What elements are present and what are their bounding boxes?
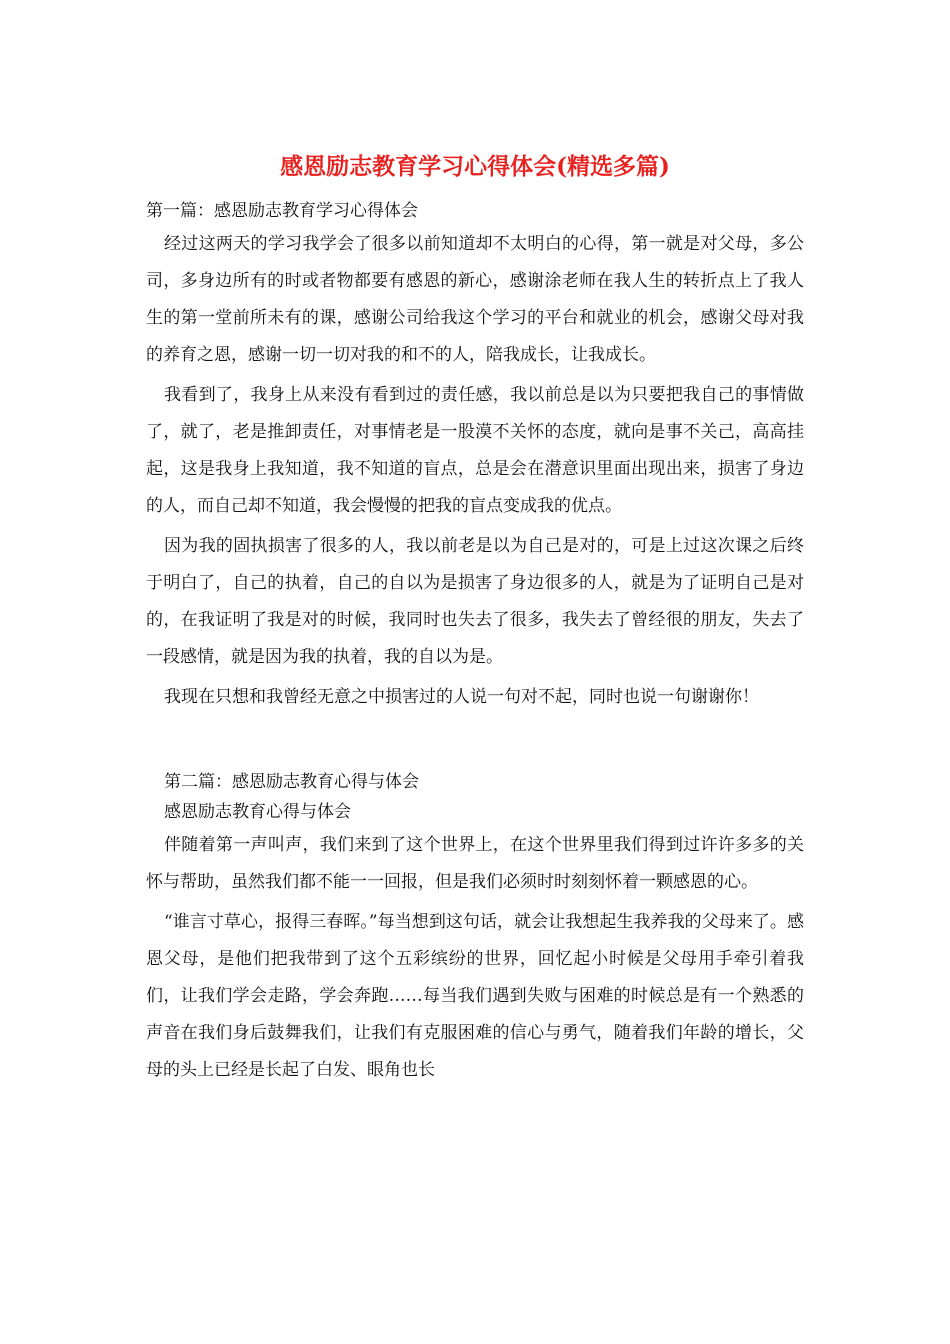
part-two-paragraph-2: “谁言寸草心，报得三春晖。”每当想到这句话，就会让我想起生我养我的父母来了。感恩父母，是他们把我带到了这个五彩缤纷的世界，回忆起小时候是父母用手牵引着我们，让我们学会走路，学会奔跑……每当我们遇到失败与困难的时候总是有一个熟悉的声音在我们身后鼓舞我们，让我们有克服困难的信心与勇气，随着我们年龄的增长，父母的头上已经是长起了白发、眼角也长 (146, 912, 804, 1080)
document-title: 感恩励志教育学习心得体会(精选多篇) (280, 153, 670, 180)
part-one-heading: 第一篇：感恩励志教育学习心得体会 (146, 201, 418, 221)
part-two-paragraph-1: 伴随着第一声叫声，我们来到了这个世界上，在这个世界里我们得到过许许多多的关怀与帮助，虽然我们都不能一一回报，但是我们必须时时刻刻怀着一颗感恩的心。 (146, 835, 804, 892)
part-one-paragraph-1: 经过这两天的学习我学会了很多以前知道却不太明白的心得，第一就是对父母，多公司，多身边所有的时或者物都要有感恩的新心，感谢涂老师在我人生的转折点上了我人生的第一堂前所未有的课，感谢公司给我这个学习的平台和就业的机会，感谢父母对我的养育之恩，感谢一切一切对我的和不的人，陪我成长，让我成长。 (146, 234, 804, 365)
part-two-subheading: 感恩励志教育心得与体会 (164, 802, 351, 822)
section-gap (146, 719, 804, 767)
document-body (146, 196, 804, 1092)
part-one-paragraph-4: 我现在只想和我曾经无意之中损害过的人说一句对不起，同时也说一句谢谢你！ (164, 687, 759, 707)
part-one-paragraph-2: 我看到了，我身上从来没有看到过的责任感，我以前总是以为只要把我自己的事情做了，就了，老是推卸责任，对事情老是一股漠不关怀的态度，就向是事不关己，高高挂起，这是我身上我知道，我不知道的盲点，总是会在潜意识里面出现出来，损害了身边的人，而自己却不知道，我会慢慢的把我的盲点变成我的优点。 (146, 385, 804, 516)
part-one-paragraph-3: 因为我的固执损害了很多的人，我以前老是以为自己是对的，可是上过这次课之后终于明白了，自己的执着，自己的自以为是损害了身边很多的人，就是为了证明自己是对的，在我证明了我是对的时候，我同时也失去了很多，我失去了曾经很的朋友，失去了一段感情，就是因为我的执着，我的自以为是。 (146, 536, 804, 667)
part-two-heading: 第二篇：感恩励志教育心得与体会 (164, 772, 419, 792)
